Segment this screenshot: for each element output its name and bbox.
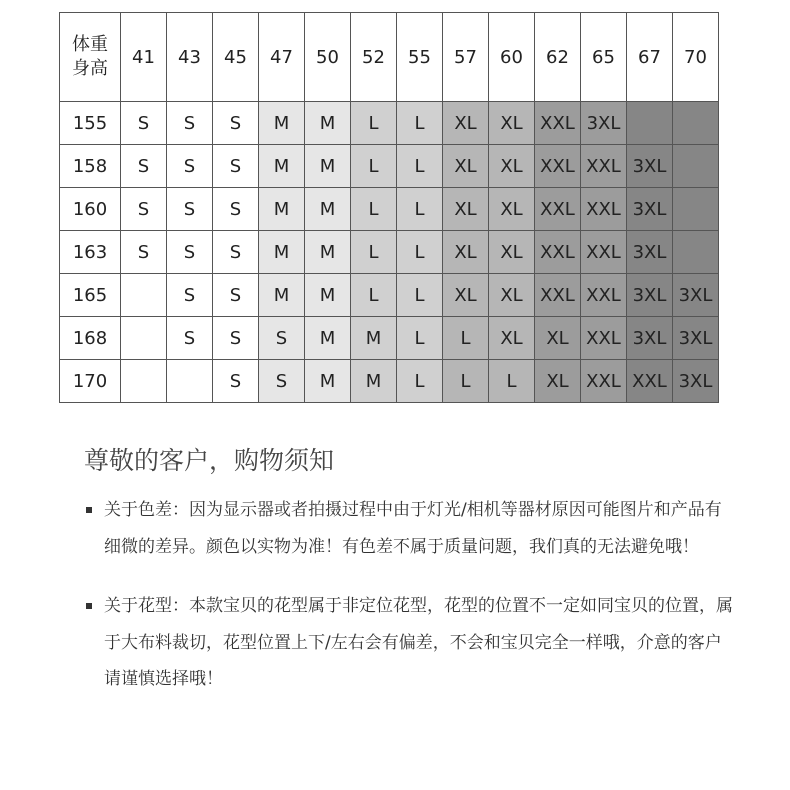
size-row: [60, 317, 719, 360]
weight-header-cell: 45: [213, 13, 259, 102]
size-cell: M: [259, 274, 305, 317]
size-cell: 3XL: [673, 317, 719, 360]
size-cell: 3XL: [673, 360, 719, 403]
notice-item-text: 关于花型：本款宝贝的花型属于非定位花型，花型的位置不一定如同宝贝的位置，属于大布料裁切，花型位置上下/左右会有偏差，不会和宝贝完全一样哦，介意的客户请谨慎选择哦！: [104, 596, 733, 689]
size-cell: [673, 102, 719, 145]
notice-title: 尊敬的客户，购物须知: [84, 446, 335, 475]
size-cell: S: [167, 274, 213, 317]
size-cell: L: [489, 360, 535, 403]
corner-weight-label: 体重: [72, 34, 108, 55]
size-cell: L: [397, 360, 443, 403]
size-cell: [673, 145, 719, 188]
size-cell: XXL: [581, 317, 627, 360]
size-cell: XL: [535, 317, 581, 360]
size-cell: L: [351, 274, 397, 317]
height-cell: 160: [60, 188, 121, 231]
size-cell: XXL: [581, 145, 627, 188]
weight-header-cell: 50: [305, 13, 351, 102]
size-cell: XL: [489, 188, 535, 231]
size-cell: L: [351, 145, 397, 188]
size-cell: 3XL: [581, 102, 627, 145]
size-cell: XL: [443, 274, 489, 317]
size-cell: XXL: [535, 231, 581, 274]
bullet-icon: [86, 603, 92, 609]
weight-header-cell: 67: [627, 13, 673, 102]
size-cell: M: [351, 360, 397, 403]
size-cell: S: [213, 360, 259, 403]
size-cell: M: [351, 317, 397, 360]
size-cell: 3XL: [627, 317, 673, 360]
size-cell: XXL: [535, 274, 581, 317]
size-cell: S: [213, 145, 259, 188]
notice-item-text: 关于色差：因为显示器或者拍摄过程中由于灯光/相机等器材原因可能图片和产品有细微的差异。颜色以实物为准！有色差不属于质量问题，我们真的无法避免哦！: [104, 500, 722, 557]
size-cell: [673, 231, 719, 274]
weight-header-cell: 60: [489, 13, 535, 102]
size-cell: S: [213, 317, 259, 360]
size-cell: 3XL: [627, 145, 673, 188]
size-cell: L: [351, 231, 397, 274]
notice-list: [86, 492, 736, 721]
size-cell: L: [351, 102, 397, 145]
size-cell: 3XL: [627, 274, 673, 317]
size-cell: S: [213, 231, 259, 274]
height-cell: 158: [60, 145, 121, 188]
size-row: [60, 188, 719, 231]
notice-item-pattern: [86, 588, 736, 698]
size-cell: S: [167, 145, 213, 188]
size-cell: S: [259, 360, 305, 403]
size-cell: XL: [535, 360, 581, 403]
weight-header-cell: 47: [259, 13, 305, 102]
size-cell: M: [305, 188, 351, 231]
size-cell: S: [121, 145, 167, 188]
height-cell: 155: [60, 102, 121, 145]
weight-header-cell: 43: [167, 13, 213, 102]
size-row: [60, 274, 719, 317]
size-cell: L: [397, 145, 443, 188]
size-cell: S: [167, 317, 213, 360]
size-cell: 3XL: [673, 274, 719, 317]
size-cell: [673, 188, 719, 231]
size-cell: M: [305, 145, 351, 188]
size-cell: XXL: [581, 360, 627, 403]
size-cell: S: [213, 102, 259, 145]
height-cell: 163: [60, 231, 121, 274]
size-cell: L: [397, 274, 443, 317]
size-cell: M: [259, 188, 305, 231]
size-cell: S: [121, 188, 167, 231]
size-cell: XL: [443, 188, 489, 231]
size-cell: XXL: [581, 231, 627, 274]
size-cell: XXL: [535, 145, 581, 188]
corner-header-cell: [60, 13, 121, 102]
size-cell: XL: [489, 231, 535, 274]
size-cell: 3XL: [627, 231, 673, 274]
size-cell: M: [305, 360, 351, 403]
size-cell: [167, 360, 213, 403]
weight-header-cell: 52: [351, 13, 397, 102]
size-cell: L: [397, 188, 443, 231]
size-cell: S: [167, 231, 213, 274]
size-cell: XL: [489, 274, 535, 317]
weight-header-cell: 41: [121, 13, 167, 102]
size-cell: M: [305, 317, 351, 360]
size-cell: S: [213, 188, 259, 231]
size-cell: S: [121, 231, 167, 274]
size-cell: XL: [443, 145, 489, 188]
weight-header-cell: 55: [397, 13, 443, 102]
size-cell: XXL: [535, 102, 581, 145]
size-cell: XXL: [581, 274, 627, 317]
corner-height-label: 身高: [72, 58, 108, 79]
size-row: [60, 145, 719, 188]
size-cell: XL: [489, 145, 535, 188]
size-cell: L: [397, 231, 443, 274]
size-cell: M: [305, 102, 351, 145]
height-cell: 170: [60, 360, 121, 403]
size-cell: L: [443, 317, 489, 360]
size-cell: M: [305, 231, 351, 274]
size-cell: L: [397, 102, 443, 145]
height-cell: 165: [60, 274, 121, 317]
size-chart-table: [59, 12, 719, 403]
size-cell: S: [121, 102, 167, 145]
size-cell: XL: [489, 102, 535, 145]
size-cell: XXL: [535, 188, 581, 231]
size-cell: L: [443, 360, 489, 403]
weight-header-cell: 70: [673, 13, 719, 102]
size-cell: XL: [443, 102, 489, 145]
size-cell: L: [351, 188, 397, 231]
size-cell: XXL: [627, 360, 673, 403]
weight-header-cell: 62: [535, 13, 581, 102]
size-row: [60, 102, 719, 145]
notice-item-color-difference: [86, 492, 736, 565]
weight-header-cell: 57: [443, 13, 489, 102]
size-cell: M: [259, 102, 305, 145]
size-row: [60, 231, 719, 274]
weight-header-cell: 65: [581, 13, 627, 102]
size-cell: S: [167, 102, 213, 145]
size-cell: S: [213, 274, 259, 317]
size-cell: L: [397, 317, 443, 360]
height-cell: 168: [60, 317, 121, 360]
size-cell: [121, 360, 167, 403]
size-cell: [121, 274, 167, 317]
size-cell: XL: [443, 231, 489, 274]
size-row: [60, 360, 719, 403]
bullet-icon: [86, 507, 92, 513]
size-cell: 3XL: [627, 188, 673, 231]
size-cell: XXL: [581, 188, 627, 231]
size-cell: [627, 102, 673, 145]
size-cell: XL: [489, 317, 535, 360]
size-cell: M: [259, 231, 305, 274]
size-cell: S: [167, 188, 213, 231]
weight-header-row: [60, 13, 719, 102]
size-chart-body: [60, 13, 719, 403]
size-cell: S: [259, 317, 305, 360]
size-cell: M: [305, 274, 351, 317]
size-cell: M: [259, 145, 305, 188]
size-cell: [121, 317, 167, 360]
